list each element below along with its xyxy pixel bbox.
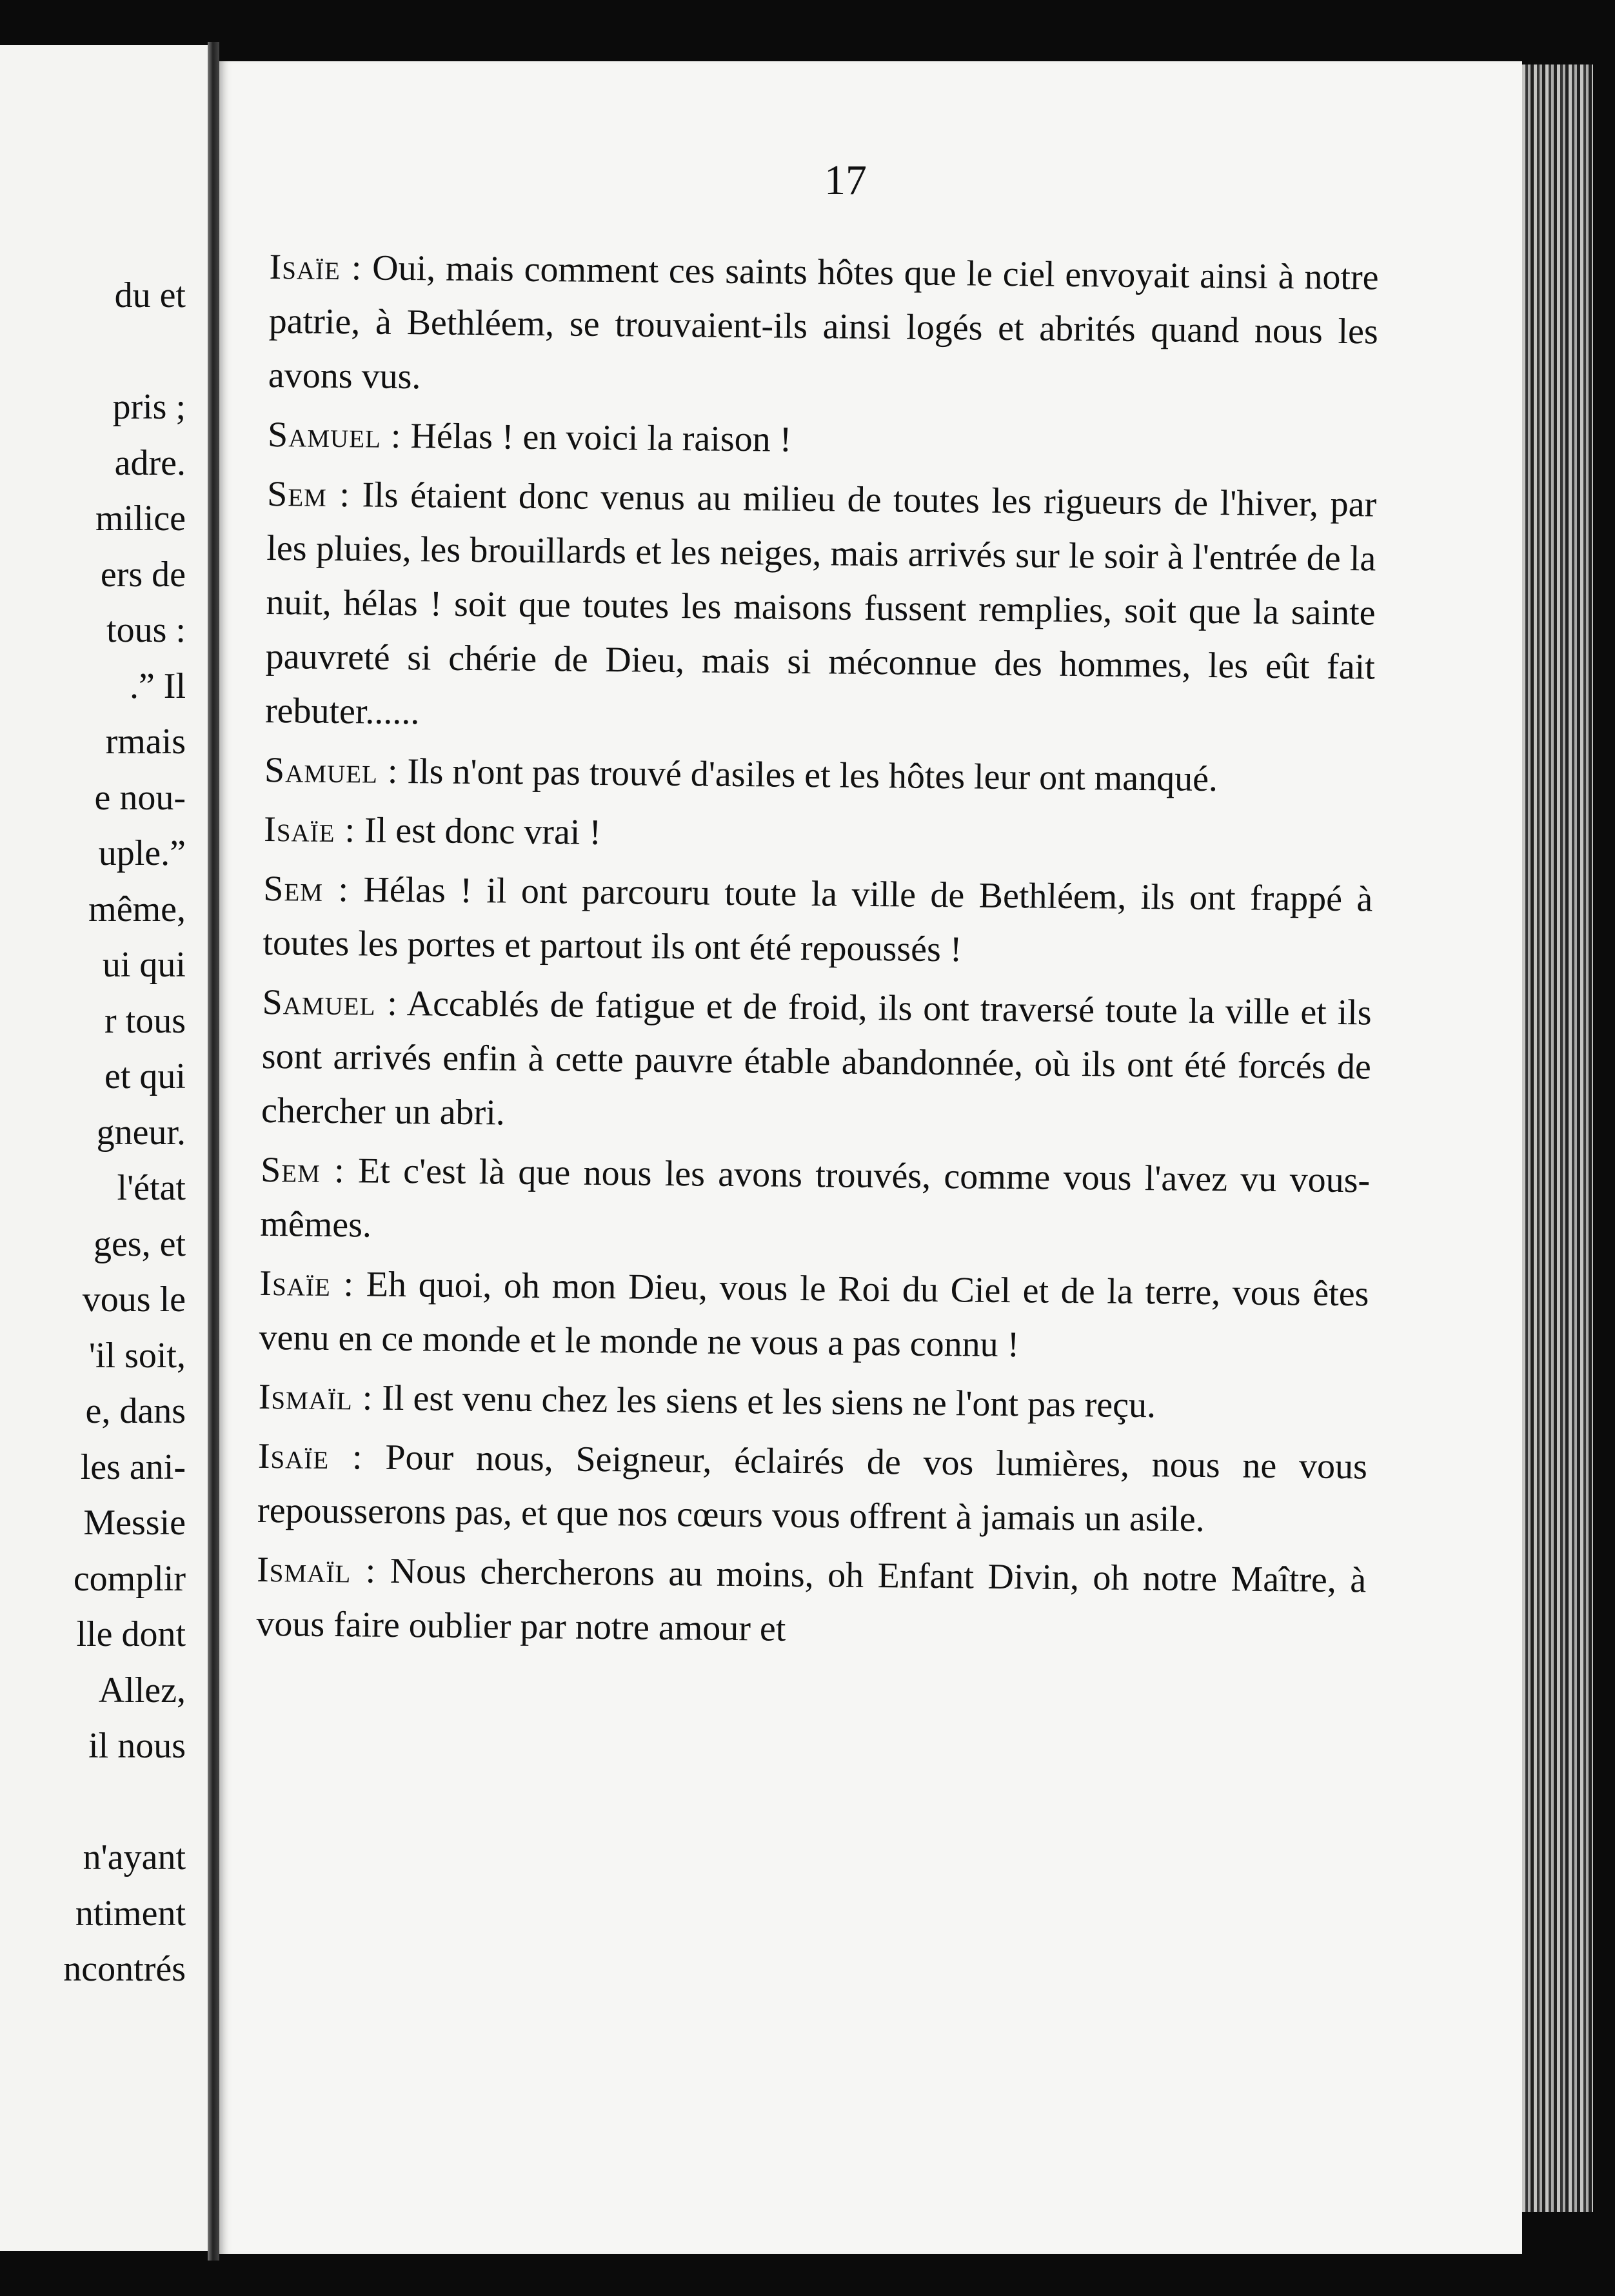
previous-page-line: rmais: [105, 722, 186, 762]
page-number: 17: [824, 157, 867, 204]
previous-page-line: 'il soit,: [88, 1335, 186, 1376]
previous-page-line: [63, 1774, 186, 1830]
previous-page-line: du et: [114, 275, 186, 315]
previous-page-line: ncontrés: [63, 1949, 186, 1989]
previous-page-line: [63, 324, 186, 380]
previous-page-line: lle dont: [76, 1614, 186, 1654]
dialogue-paragraph: [263, 862, 1373, 981]
dialogue-line: Hélas ! en voici la raison !: [410, 416, 792, 460]
speaker-name: Isaïe :: [257, 1436, 363, 1478]
dialogue-line: Eh quoi, oh mon Dieu, vous le Roi du Ciel et de la terre, vous êtes venu en ce monde et le monde ne vous a pas connu !: [259, 1264, 1369, 1365]
previous-page-line: ui qui: [102, 945, 186, 985]
previous-page-text: [63, 268, 186, 1997]
previous-page-line: Messie: [83, 1503, 186, 1543]
dialogue-paragraph: [257, 1429, 1368, 1549]
dialogue-line: Il est donc vrai !: [364, 810, 602, 853]
previous-page-line: .” Il: [129, 666, 186, 706]
dialogue-line: Hélas ! il ont parcouru toute la ville de Bethléem, ils ont frappé à toutes les portes et partout ils ont été repoussés !: [263, 869, 1373, 970]
previous-page-line: complir: [73, 1558, 186, 1599]
speaker-name: Samuel :: [264, 749, 399, 791]
previous-page-line: même,: [88, 889, 186, 929]
previous-page-line: Allez,: [98, 1670, 186, 1710]
dialogue-paragraph: [259, 1256, 1369, 1376]
dialogue-paragraph: [258, 1370, 1368, 1435]
previous-page-line: les ani-: [80, 1447, 186, 1487]
dialogue-paragraph: [268, 408, 1378, 473]
speaker-name: Ismaïl :: [256, 1549, 377, 1591]
previous-page-line: uple.”: [98, 833, 186, 873]
previous-page-line: l'état: [117, 1168, 186, 1208]
dialogue-paragraph: [268, 240, 1379, 413]
dialogue-line: Oui, mais comment ces saints hôtes que le ciel envoyait ainsi à notre patrie, à Bethléem, se trouvaient-ils ainsi logés et abrités quand nous les avons vus.: [268, 248, 1379, 397]
dialogue-line: Et c'est là que nous les avons trouvés, comme vous l'avez vu vous-mêmes.: [260, 1151, 1371, 1245]
dialogue-paragraph: [260, 1143, 1371, 1262]
previous-page-line: ges, et: [93, 1223, 186, 1264]
previous-page-line: adre.: [114, 442, 186, 483]
previous-page-line: e, dans: [85, 1391, 186, 1431]
speaker-name: Ismaïl :: [258, 1376, 373, 1418]
dialogue-paragraph: [265, 467, 1377, 748]
speaker-name: Isaïe :: [263, 809, 356, 851]
dialogue-text: [256, 240, 1379, 1667]
speaker-name: Samuel :: [267, 414, 402, 456]
previous-page-line: ers de: [100, 554, 186, 595]
speaker-name: Isaïe :: [269, 246, 362, 288]
previous-page-line: pris ;: [112, 387, 186, 427]
speaker-name: Samuel :: [262, 982, 399, 1024]
previous-page-line: vous le: [82, 1280, 186, 1320]
previous-page-line: et qui: [104, 1056, 186, 1096]
dialogue-line: Pour nous, Seigneur, éclairés de vos lumières, nous ne vous repousserons pas, et que nos cœurs vous offrent à jamais un asile.: [257, 1437, 1368, 1540]
dialogue-paragraph: [256, 1543, 1367, 1662]
dialogue-paragraph: [261, 975, 1372, 1148]
previous-page-line: ntiment: [75, 1893, 186, 1934]
previous-page-line: r tous: [104, 1000, 186, 1041]
dialogue-paragraph: [264, 743, 1374, 808]
speaker-name: Sem :: [260, 1149, 346, 1191]
previous-page-line: milice: [95, 499, 186, 539]
speaker-name: Isaïe :: [259, 1263, 355, 1305]
previous-page-line: tous :: [106, 610, 186, 650]
previous-page-line: gneur.: [96, 1112, 186, 1153]
previous-page-line: n'ayant: [83, 1837, 186, 1877]
dialogue-line: Il est venu chez les siens et les siens ne l'ont pas reçu.: [382, 1378, 1156, 1426]
book-gutter: [208, 42, 219, 2261]
dialogue-line: Accablés de fatigue et de froid, ils ont traversé toute la ville et ils sont arrivés enfin à cette pauvre étable abandonnée, où ils ont été forcés de chercher un abri.: [261, 984, 1372, 1133]
previous-page: [0, 45, 208, 2251]
page-edges: [1522, 64, 1593, 2212]
previous-page-line: il nous: [88, 1726, 186, 1766]
dialogue-line: Nous chercherons au moins, oh Enfant Divin, oh notre Maître, à vous faire oublier par notre amour et: [256, 1550, 1367, 1649]
dialogue-line: Ils n'ont pas trouvé d'asiles et les hôtes leur ont manqué.: [407, 751, 1218, 800]
dialogue-line: Ils étaient donc venus au milieu de toutes les rigueurs de l'hiver, par les pluies, les brouillards et les neiges, mais arrivés sur le soir à l'entrée de la nuit, hélas ! soit que toutes les maisons fussent remplies, soit que la sainte pauvreté si chérie de Dieu, mais si méconnue des hommes, les eût fait rebuter......: [264, 475, 1377, 733]
dialogue-paragraph: [264, 802, 1374, 867]
previous-page-line: e nou-: [94, 777, 186, 818]
speaker-name: Sem :: [266, 473, 351, 515]
speaker-name: Sem :: [263, 868, 350, 910]
